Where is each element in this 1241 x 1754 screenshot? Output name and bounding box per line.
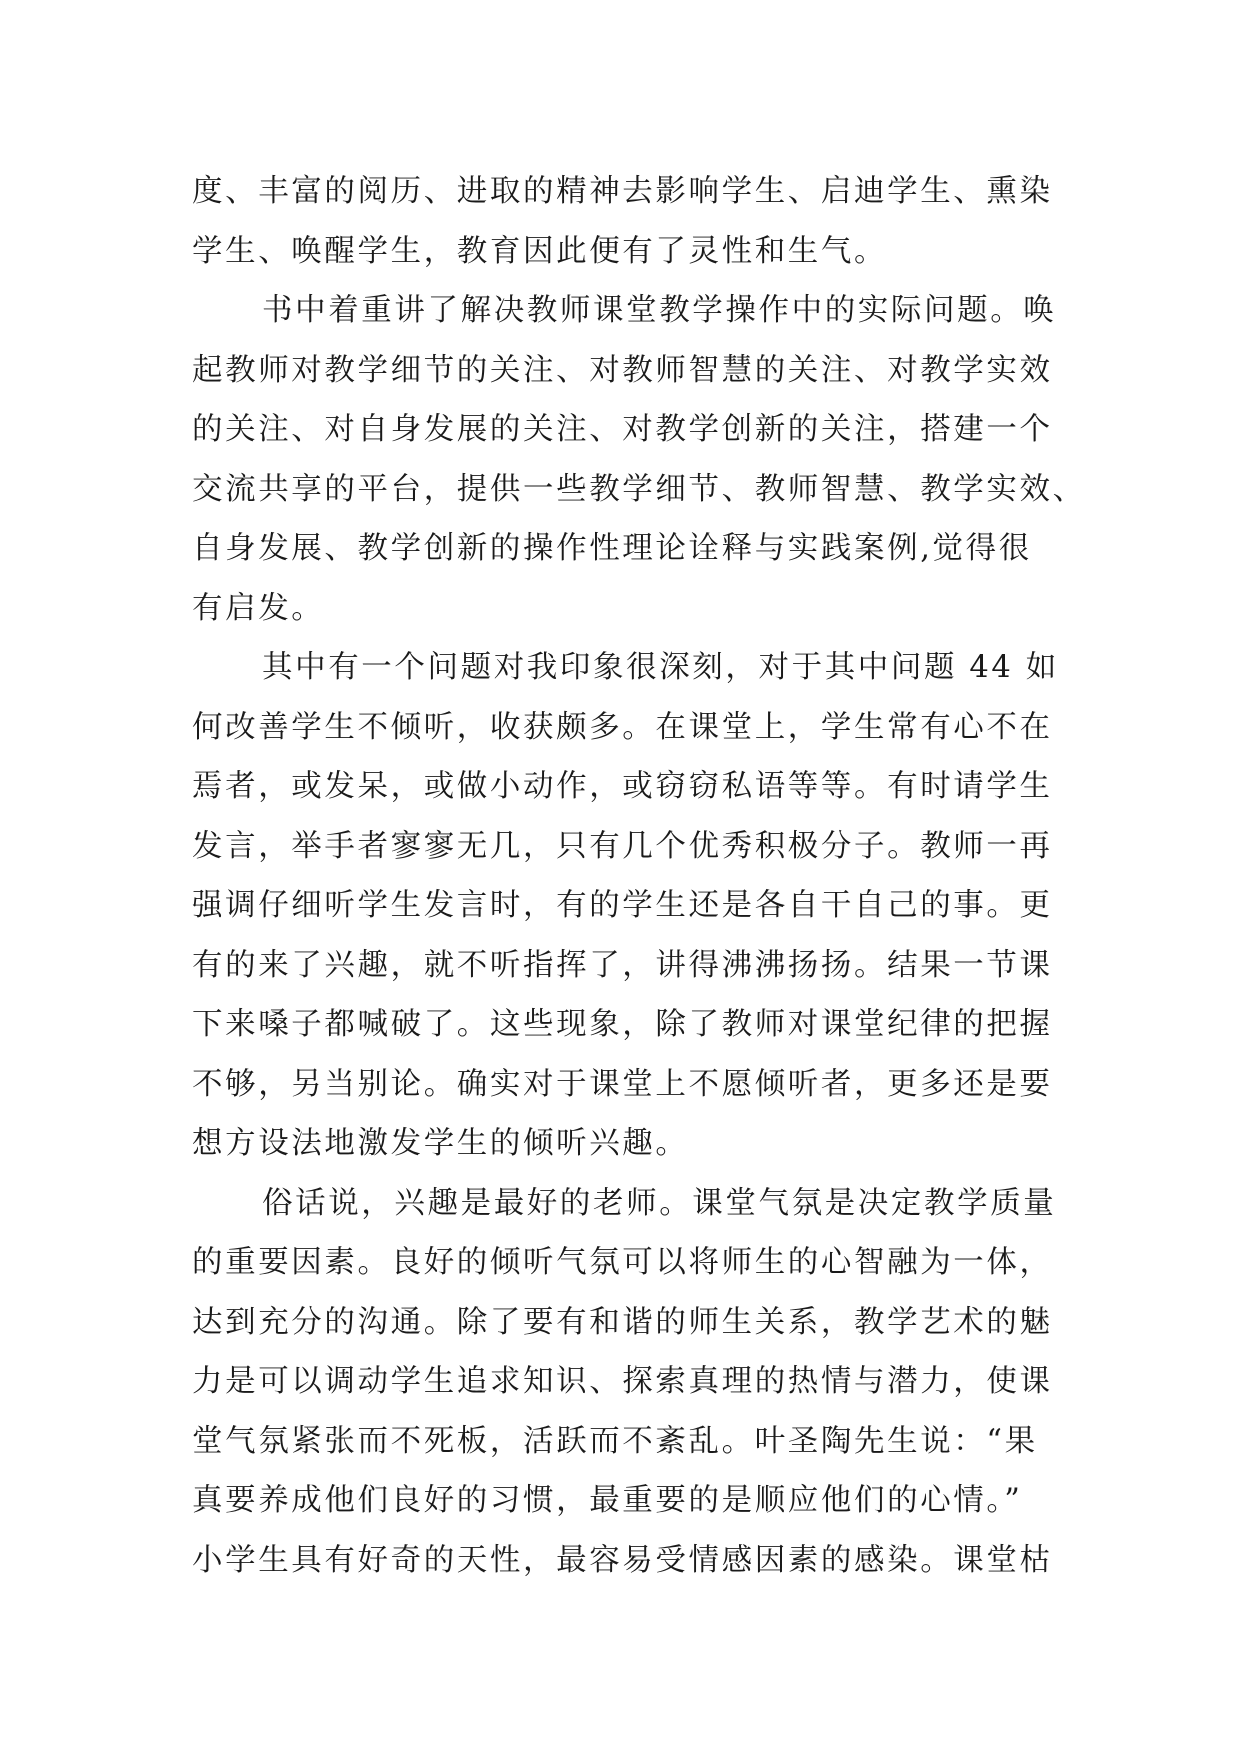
text-line: 真要养成他们良好的习惯，最重要的是顺应他们的心情。” xyxy=(192,1483,1023,1518)
paragraph-start-line: 其中有一个问题对我印象很深刻，对于其中问题 44 如 xyxy=(262,650,1059,685)
text-line: 不够，另当别论。确实对于课堂上不愿倾听者，更多还是要 xyxy=(192,1066,1053,1102)
text-line: 想方设法地激发学生的倾听兴趣。 xyxy=(192,1126,689,1161)
text-line: 小学生具有好奇的天性，最容易受情感因素的感染。课堂枯 xyxy=(192,1542,1053,1578)
text-line: 自身发展、教学创新的操作性理论诠释与实践案例,觉得很 xyxy=(192,531,1032,566)
text-line: 发言，举手者寥寥无几，只有几个优秀积极分子。教师一再 xyxy=(192,828,1053,864)
text-line: 焉者，或发呆，或做小动作，或窃窃私语等等。有时请学生 xyxy=(192,769,1053,804)
text-line: 何改善学生不倾听，收获颇多。在课堂上，学生常有心不在 xyxy=(192,709,1053,745)
text-line: 堂气氛紧张而不死板，活跃而不紊乱。叶圣陶先生说：“果 xyxy=(192,1423,1038,1459)
text-line: 强调仔细听学生发言时，有的学生还是各自干自己的事。更 xyxy=(192,888,1053,923)
text-line: 力是可以调动学生追求知识、探索真理的热情与潜力，使课 xyxy=(192,1364,1053,1399)
text-line: 达到充分的沟通。除了要有和谐的师生关系，教学艺术的魅 xyxy=(192,1304,1053,1340)
text-line: 有启发。 xyxy=(192,590,325,626)
text-line: 学生、唤醒学生，教育因此便有了灵性和生气。 xyxy=(192,233,888,269)
text-line: 度、丰富的阅历、进取的精神去影响学生、启迪学生、熏染 xyxy=(192,174,1053,209)
text-line: 的关注、对自身发展的关注、对教学创新的关注，搭建一个 xyxy=(192,412,1053,447)
text-line: 的重要因素。良好的倾听气氛可以将师生的心智融为一体， xyxy=(192,1245,1053,1280)
body-text xyxy=(192,162,1086,1590)
paragraph-start-line: 俗话说，兴趣是最好的老师。课堂气氛是决定教学质量 xyxy=(262,1185,1057,1221)
text-line: 有的来了兴趣，就不听指挥了，讲得沸沸扬扬。结果一节课 xyxy=(192,947,1053,983)
text-line: 起教师对教学细节的关注、对教师智慧的关注、对教学实效 xyxy=(192,352,1053,388)
paragraph-start-line: 书中着重讲了解决教师课堂教学操作中的实际问题。唤 xyxy=(262,293,1057,328)
text-line: 交流共享的平台，提供一些教学细节、教师智慧、教学实效、 xyxy=(192,471,1086,507)
text-line: 下来嗓子都喊破了。这些现象，除了教师对课堂纪律的把握 xyxy=(192,1007,1053,1042)
